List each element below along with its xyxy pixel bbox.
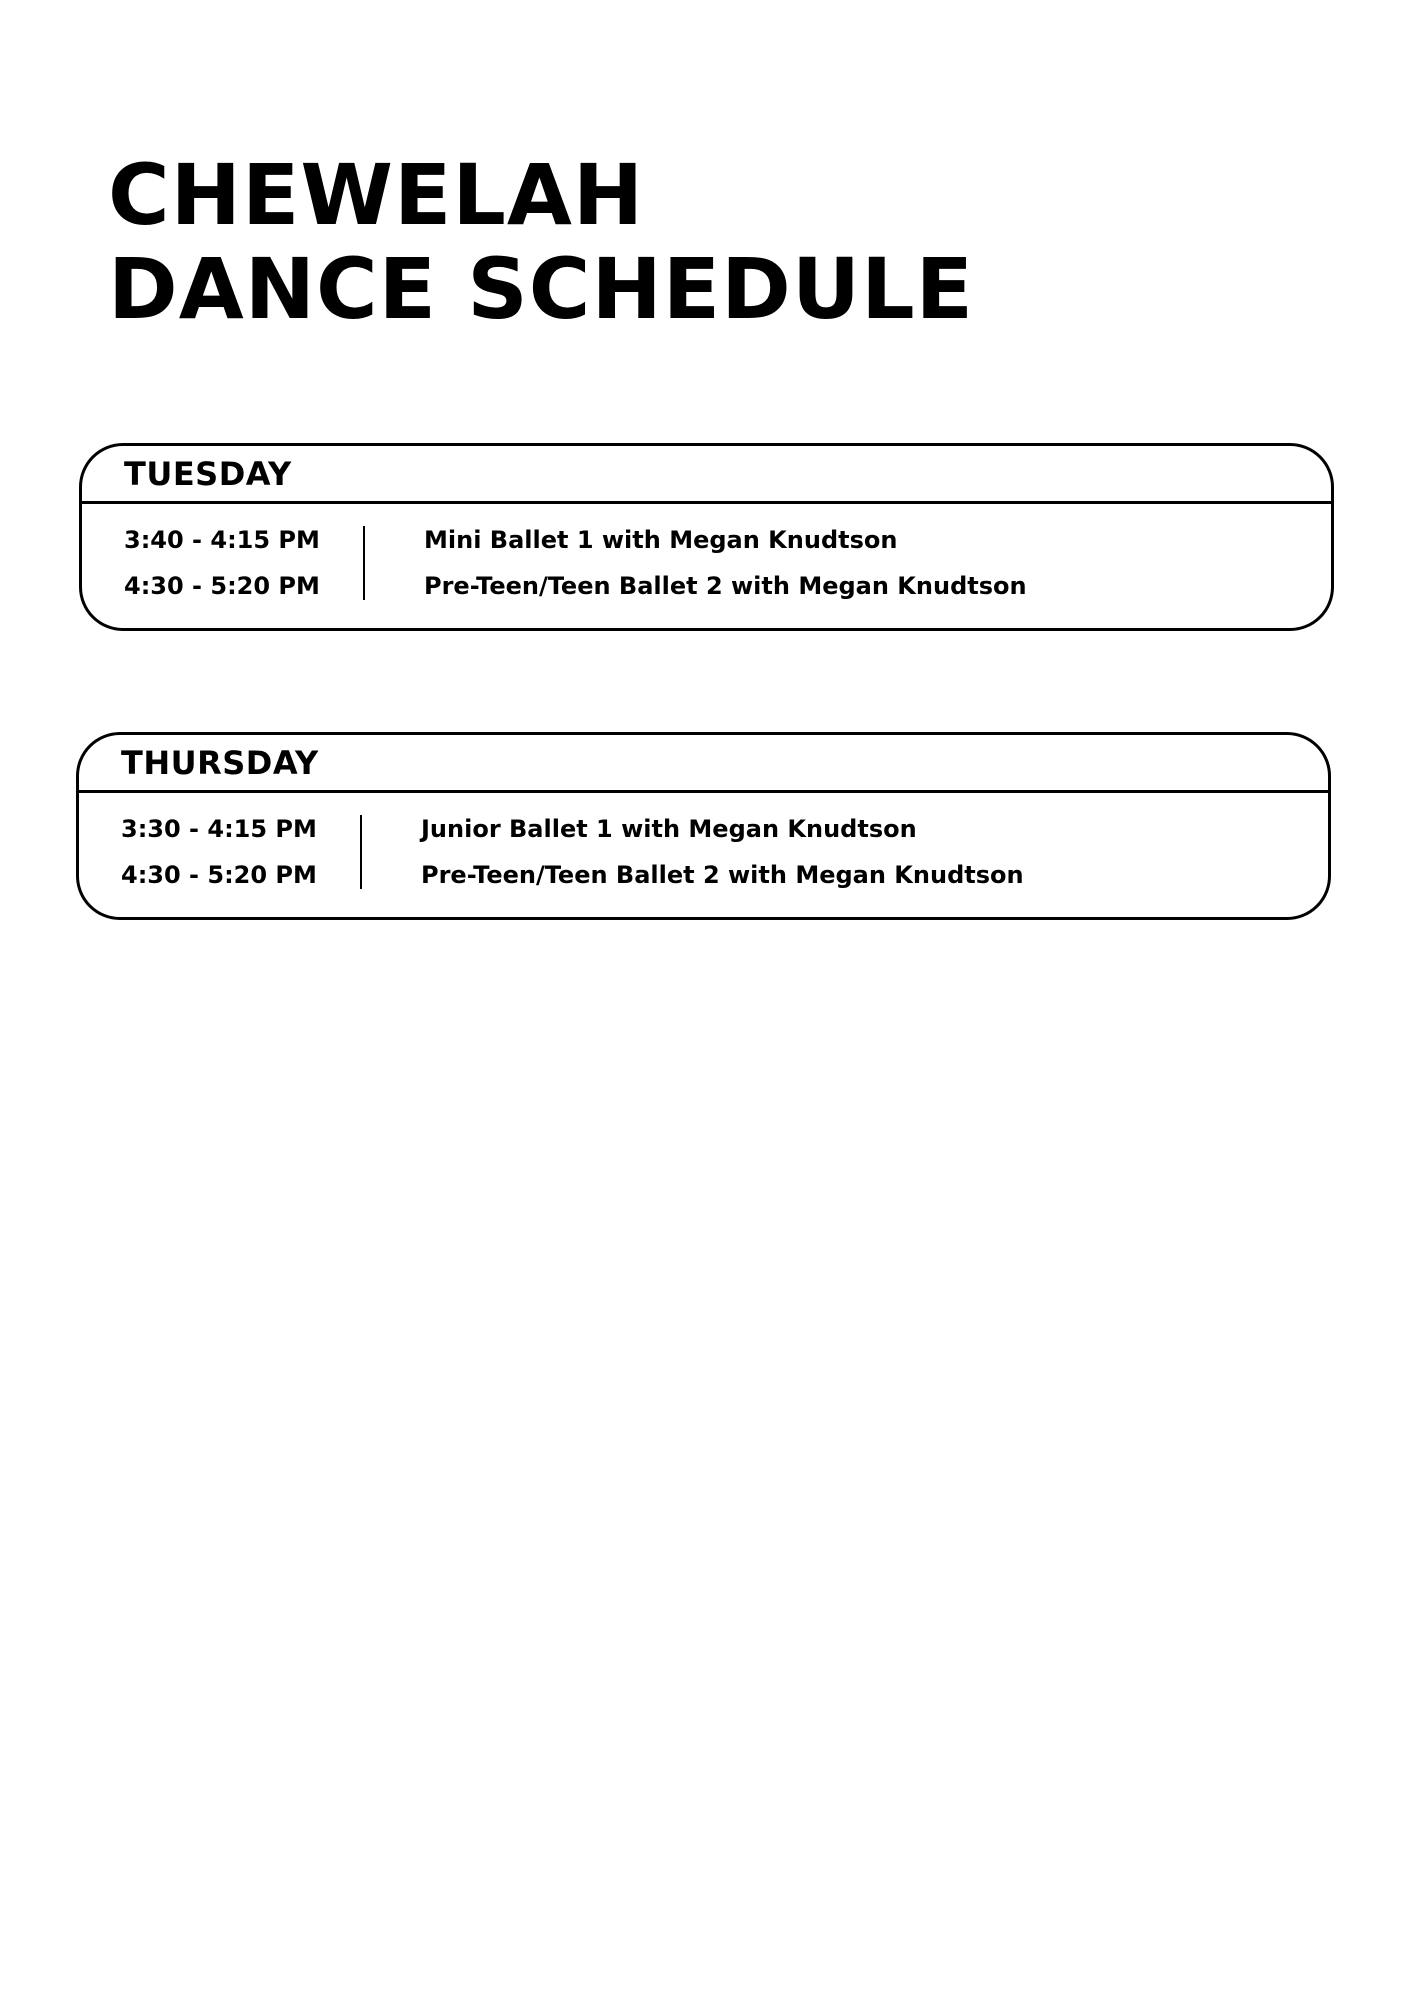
day-card-tuesday <box>79 443 1334 631</box>
session-row <box>82 566 1331 606</box>
page-title <box>108 148 974 336</box>
day-card-thursday <box>76 732 1331 920</box>
session-row <box>82 520 1331 560</box>
session-time: 4:30 - 5:20 PM <box>121 861 317 889</box>
day-label: THURSDAY <box>121 744 319 782</box>
day-header <box>79 735 1328 793</box>
session-class: Junior Ballet 1 with Megan Knudtson <box>421 815 917 843</box>
session-row <box>79 809 1328 849</box>
session-class: Mini Ballet 1 with Megan Knudtson <box>424 526 898 554</box>
session-class: Pre-Teen/Teen Ballet 2 with Megan Knudtson <box>421 861 1024 889</box>
day-sessions <box>79 793 1328 917</box>
session-time: 3:40 - 4:15 PM <box>124 526 320 554</box>
day-label: TUESDAY <box>124 455 292 493</box>
day-sessions <box>82 504 1331 628</box>
page-title-line-2: DANCE SCHEDULE <box>108 240 974 338</box>
session-class: Pre-Teen/Teen Ballet 2 with Megan Knudtson <box>424 572 1027 600</box>
session-row <box>79 855 1328 895</box>
session-time: 3:30 - 4:15 PM <box>121 815 317 843</box>
day-header <box>82 446 1331 504</box>
page-title-line-1: CHEWELAH <box>108 146 645 244</box>
session-time: 4:30 - 5:20 PM <box>124 572 320 600</box>
